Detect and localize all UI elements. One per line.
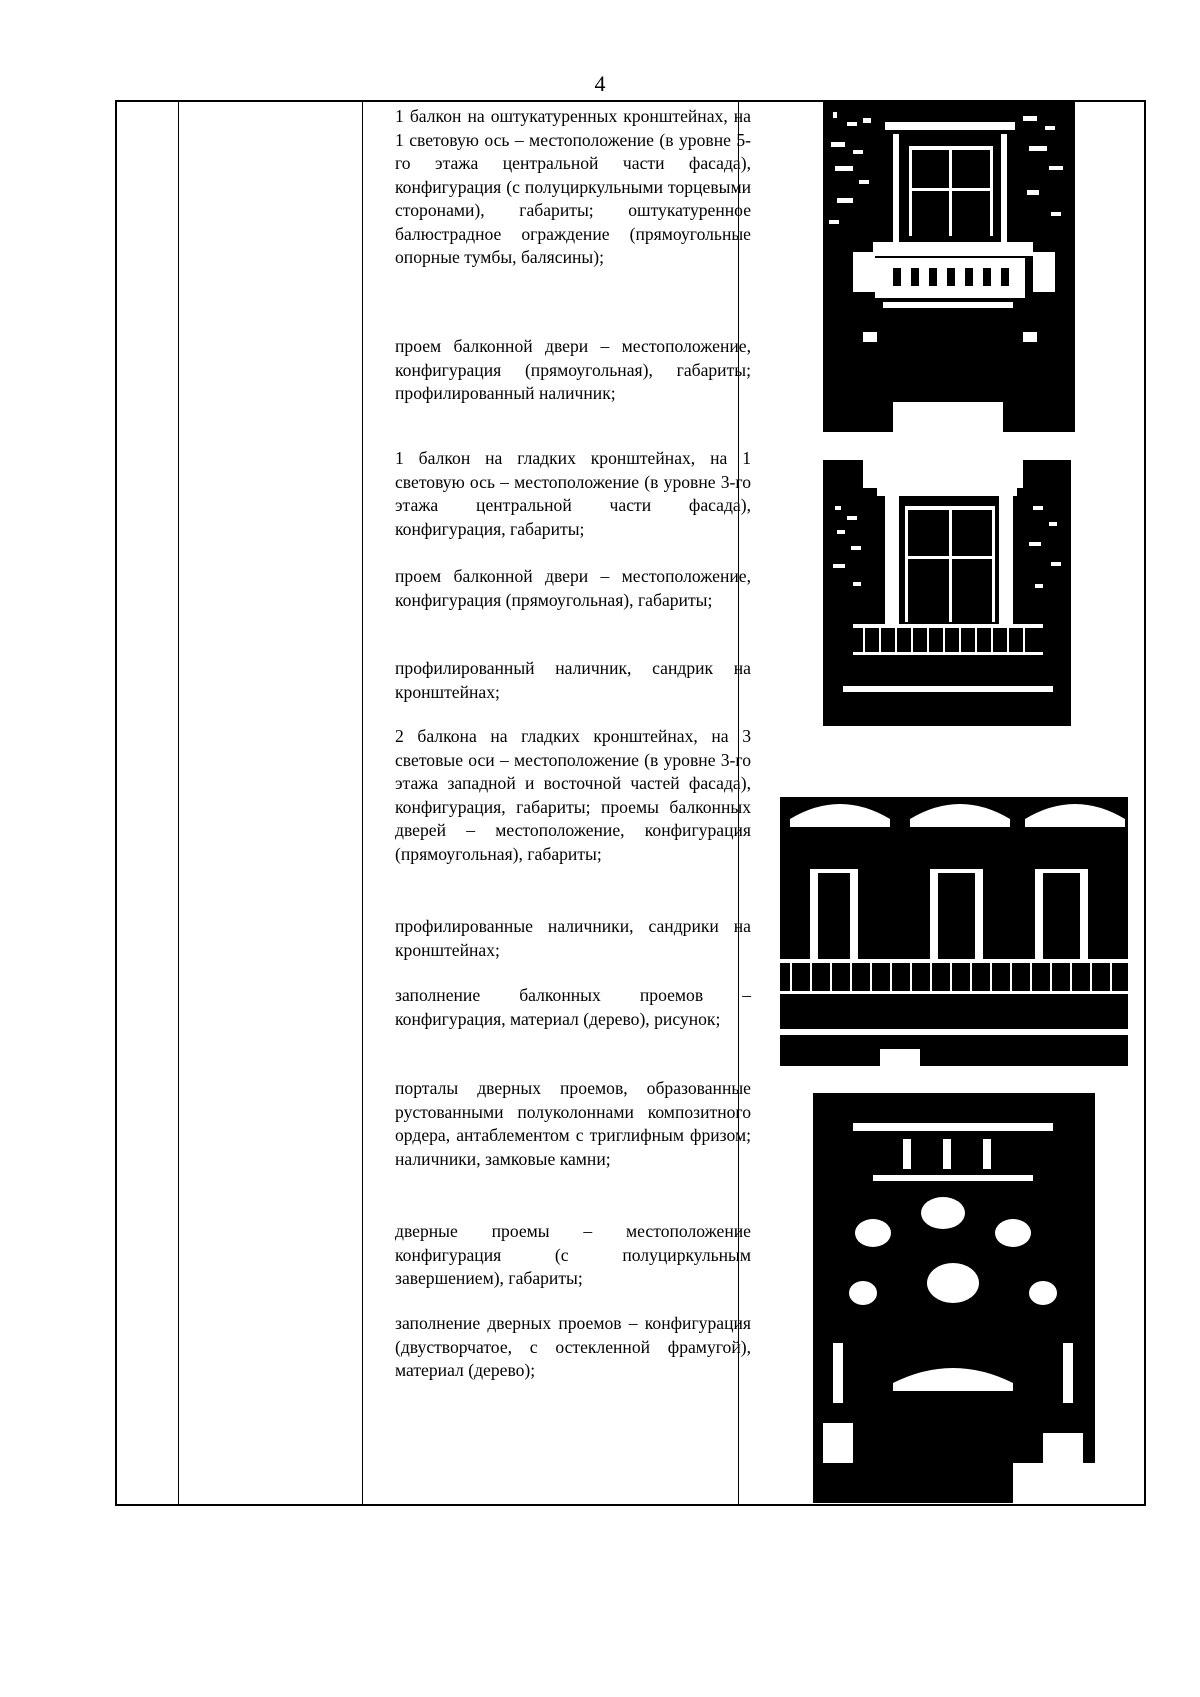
paragraph-door-fill: заполнение дверных проемов – конфигурация (двустворчатое, с остекленной фрамугой), материал (дерево); (395, 1313, 751, 1380)
paragraph-portals: порталы дверных проемов, образованные рустованными полуколоннами композитного ордера, антаблементом с триглифным фризом; наличники, замковые камни; (395, 1078, 751, 1169)
paragraph-architraves-sandriks: профилированные наличники, сандрики на кронштейнах; (395, 916, 751, 960)
page-number: 4 (594, 71, 606, 96)
paragraph-balcony-door-2: проем балконной двери – местоположение, конфигурация (прямоугольная), габариты; (395, 566, 751, 610)
paragraph-balcony-5th-floor: 1 балкон на оштукатуренных кронштейнах, на 1 световую ось – местоположение (в уровне 5-го этажа центральной части фасада), конфигурация (с полуциркульными торцевыми сторонами), габариты; оштукатуренное балюстрадное ограждение (прямоугольные опорные тумбы, балясины); (395, 106, 751, 267)
balconies-3rd-floor-side-photo (780, 779, 1128, 1066)
paragraph-door-openings: дверные проемы – местоположение конфигурация (с полуциркульным завершением), габариты; (395, 1221, 751, 1288)
paragraph-balcony-door-1: проем балконной двери – местоположение, конфигурация (прямоугольная), габариты; профилированный наличник; (395, 336, 751, 403)
paragraph-balcony-fill: заполнение балконных проемов – конфигурация, материал (дерево), рисунок; (395, 985, 751, 1029)
balcony-5th-floor-photo (823, 102, 1075, 432)
column-divider-1 (178, 102, 179, 1504)
paragraph-balcony-3rd-floor-central: 1 балкон на гладких кронштейнах, на 1 световую ось – местоположение (в уровне 3-го этажа центральной части фасада), конфигурация, габариты; (395, 448, 751, 539)
column-divider-2 (362, 102, 363, 1504)
paragraph-two-balconies: 2 балкона на гладких кронштейнах, на 3 световые оси – местоположение (в уровне 3-го этажа западной и восточной частей фасада), конфигурация, габариты; проемы балконных дверей – местоположение, конфигурация (прямоугольная), габариты; (395, 726, 751, 864)
balcony-3rd-floor-central-photo (823, 446, 1071, 760)
paragraph-architrave-sandrik: профилированный наличник, сандрик на кронштейнах; (395, 658, 751, 702)
description-column (395, 102, 751, 1504)
portal-doorway-photo (813, 1083, 1095, 1503)
